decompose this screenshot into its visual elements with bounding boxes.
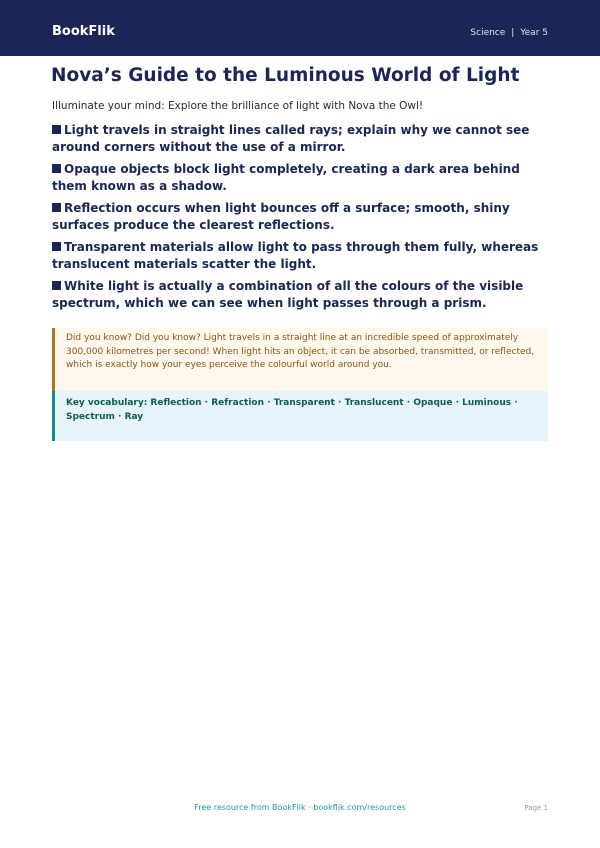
page-number: Page 1: [524, 804, 548, 812]
footer-link[interactable]: Free resource from BookFlik · bookflik.com/resources: [194, 803, 406, 812]
brand-logo[interactable]: BookFlik: [52, 24, 115, 39]
fact-callout: [52, 328, 548, 391]
bullet-text: Opaque objects block light completely, creating a dark area behind them known as a shadow.: [52, 162, 520, 193]
fact-text: Did you know? Did you know? Light travels in a straight line at an incredible speed of approximately 300,000 kilometres per second! When light hits an object, it can be absorbed, transmitted, or reflected, which is exactly how your eyes perceive the colourful world around you.: [66, 333, 535, 371]
meta-separator: |: [511, 28, 515, 38]
bullet-square-icon: [52, 125, 61, 134]
vocabulary-callout: [52, 391, 548, 441]
bullet-square-icon: [52, 242, 61, 251]
bullet-square-icon: [52, 164, 61, 173]
page-subtitle: Illuminate your mind: Explore the brilliance of light with Nova the Owl!: [52, 100, 424, 112]
list-item: [52, 161, 552, 195]
list-item: [52, 278, 552, 312]
header-meta: [470, 27, 548, 39]
list-item: [52, 200, 552, 234]
bullet-square-icon: [52, 281, 61, 290]
bullet-list: [52, 122, 552, 317]
bullet-text: Transparent materials allow light to pass through them fully, whereas translucent materials scatter the light.: [52, 240, 539, 271]
bullet-square-icon: [52, 203, 61, 212]
page-title: Nova’s Guide to the Luminous World of Light: [51, 65, 520, 86]
vocabulary-text: Key vocabulary: Reflection · Refraction · Transparent · Translucent · Opaque · Luminous · Spectrum · Ray: [66, 398, 518, 422]
subject-label: Science: [470, 28, 506, 38]
header-bar: [0, 0, 600, 56]
bullet-text: Light travels in straight lines called rays; explain why we cannot see around corners without the use of a mirror.: [52, 123, 530, 154]
list-item: [52, 239, 552, 273]
list-item: [52, 122, 552, 156]
year-label: Year 5: [520, 28, 548, 38]
bullet-text: White light is actually a combination of all the colours of the visible spectrum, which we can see when light passes through a prism.: [52, 279, 524, 310]
bullet-text: Reflection occurs when light bounces off a surface; smooth, shiny surfaces produce the clearest reflections.: [52, 201, 510, 232]
